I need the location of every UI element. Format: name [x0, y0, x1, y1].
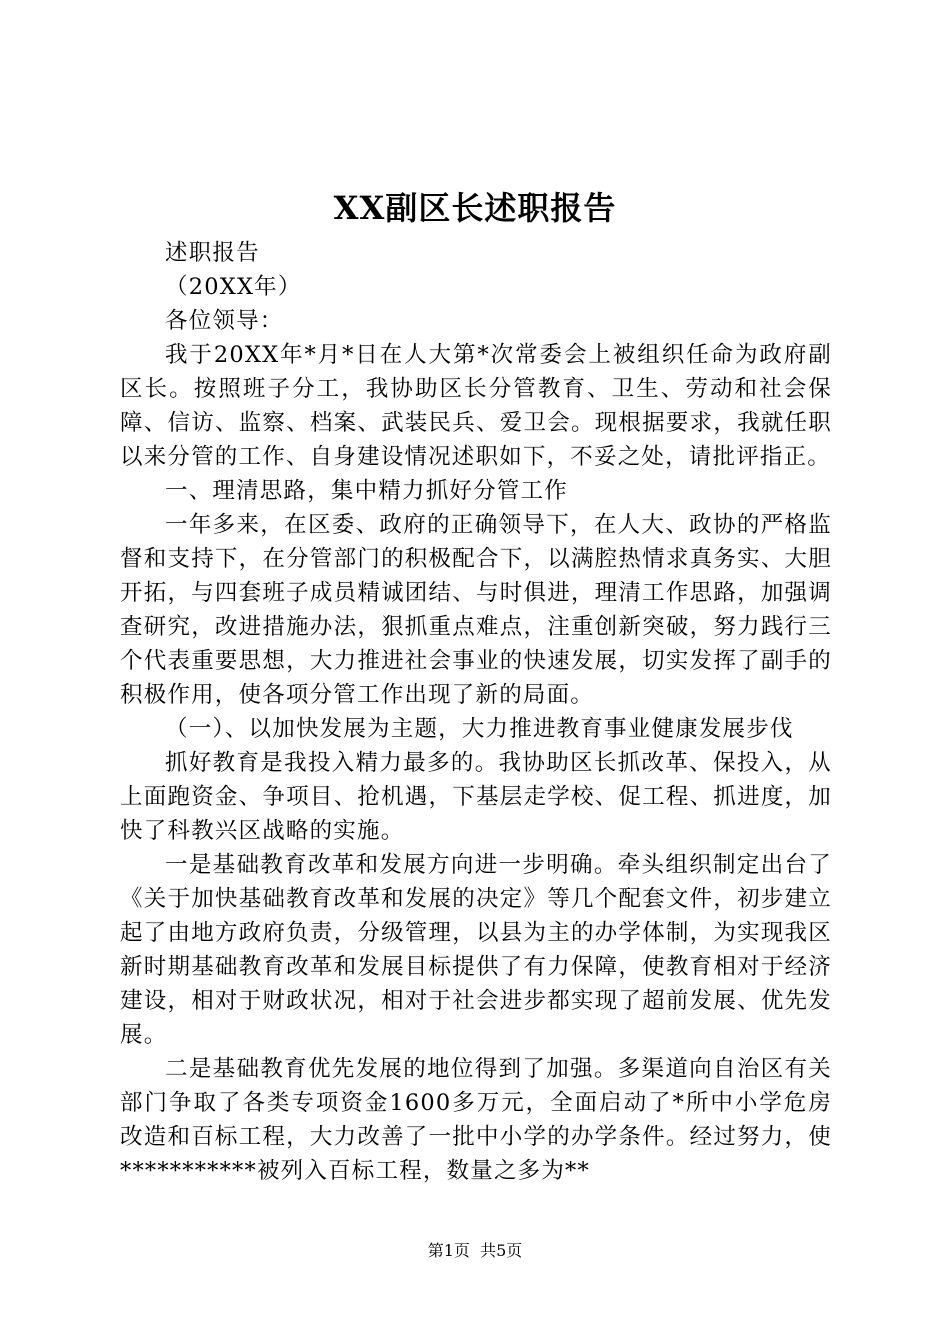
paragraph-heading: 述职报告 [165, 240, 260, 266]
page-number: 第1页 [427, 1241, 470, 1260]
paragraph-year: （20XX年） [165, 274, 302, 300]
subsection-heading-1: （一）、以加快发展为主题，大力推进教育事业健康发展步伐 [165, 716, 794, 742]
document-title: XX副区长述职报告 [333, 189, 617, 227]
page-total: 共5页 [480, 1241, 523, 1260]
paragraph-intro: 我于20XX年*月*日在人大第*次常委会上被组织任命为政府副区长。按照班子分工，我协助区长分管教育、卫生、劳动和社会保障、信访、监察、档案、武装民兵、爱卫会。现根据要求，我就任职以来分管的工作、自身建设情况述职如下，不妥之处，请批评指正。 [120, 342, 832, 470]
paragraph-salutation: 各位领导： [165, 308, 284, 334]
paragraph-point-2: 二是基础教育优先发展的地位得到了加强。多渠道向自治区有关部门争取了各类专项资金1600多万元，全面启动了*所中小学危房改造和百标工程，大力改善了一批中小学的办学条件。经过努力，使***********被列入百标工程，数量之多为** [120, 1056, 832, 1184]
page-footer [0, 1240, 950, 1262]
paragraph-point-1: 一是基础教育改革和发展方向进一步明确。牵头组织制定出台了《关于加快基础教育改革和发展的决定》等几个配套文件，初步建立起了由地方政府负责，分级管理，以县为主的办学体制，为实现我区新时期基础教育改革和发展目标提供了有力保障，使教育相对于经济建设，相对于财政状况，相对于社会进步都实现了超前发展、优先发展。 [120, 852, 832, 1048]
paragraph-section-1: 一年多来，在区委、政府的正确领导下，在人大、政协的严格监督和支持下，在分管部门的积极配合下，以满腔热情求真务实、大胆开拓，与四套班子成员精诚团结、与时俱进，理清工作思路，加强调查研究，改进措施办法，狠抓重点难点，注重创新突破，努力践行三个代表重要思想，大力推进社会事业的快速发展，切实发挥了副手的积极作用，使各项分管工作出现了新的局面。 [120, 512, 832, 708]
document-body [120, 236, 832, 1188]
section-heading-1: 一、理清思路，集中精力抓好分管工作 [165, 478, 568, 504]
paragraph-education: 抓好教育是我投入精力最多的。我协助区长抓改革、保投入，从上面跑资金、争项目、抢机遇，下基层走学校、促工程、抓进度，加快了科教兴区战略的实施。 [120, 750, 832, 844]
